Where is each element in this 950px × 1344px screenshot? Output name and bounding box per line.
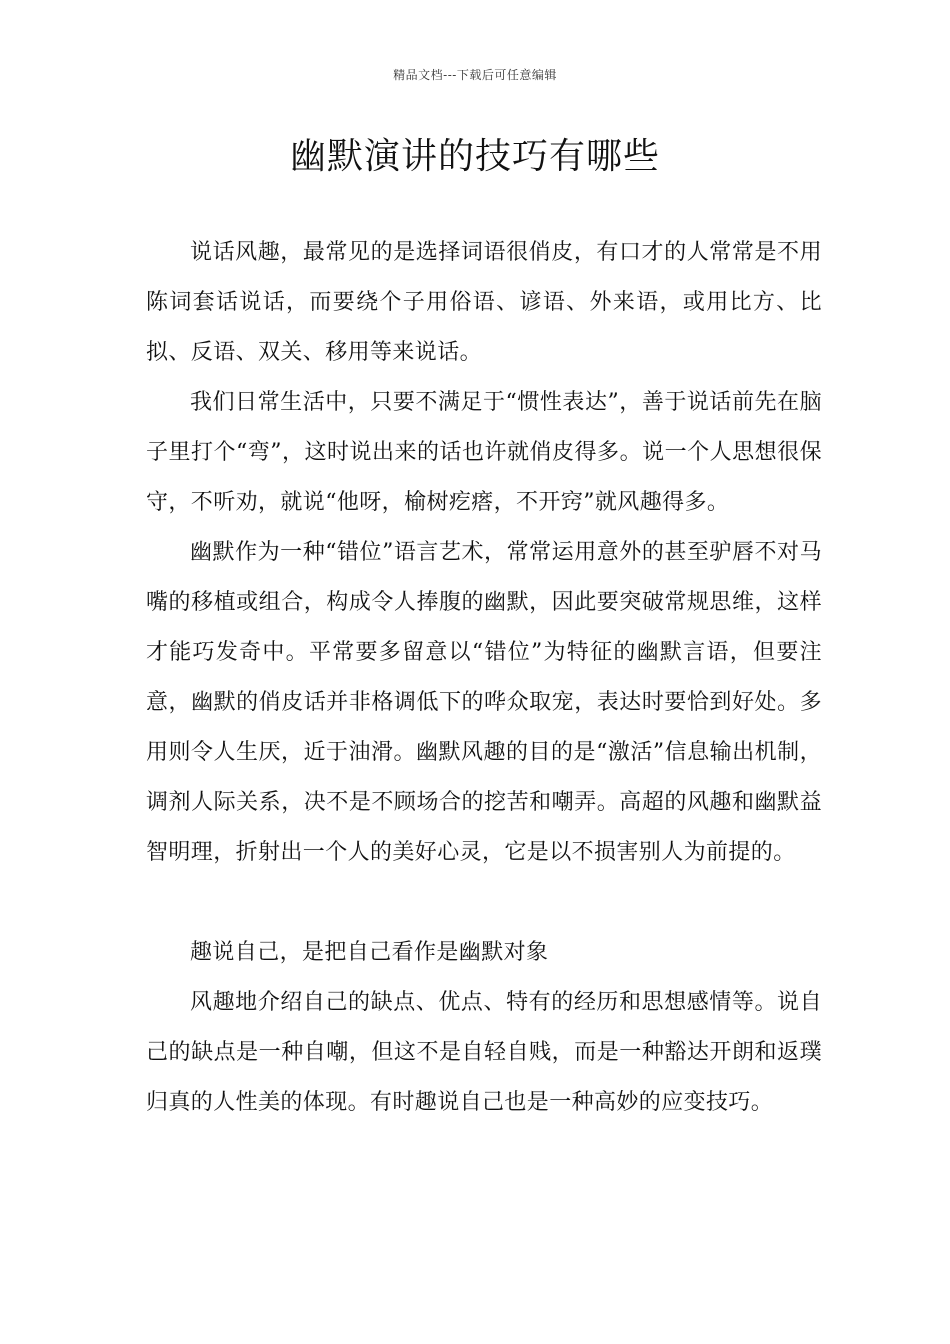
paragraph: 风趣地介绍自己的缺点、优点、特有的经历和思想感情等。说自己的缺点是一种自嘲，但这不是自轻自贱，而是一种豁达开朗和返璞归真的人性美的体现。有时趣说自己也是一种高妙的应变技巧。	[146, 990, 822, 1115]
document-title: 幽默演讲的技巧有哪些	[289, 136, 660, 177]
paragraph: 说话风趣，最常见的是选择词语很俏皮，有口才的人常常是不用陈词套话说话，而要绕个子用俗语、谚语、外来语，或用比方、比拟、反语、双关、移用等来说话。	[146, 240, 822, 365]
header-note: 精品文档---下载后可任意编辑	[393, 68, 557, 82]
paragraph: 幽默作为一种“错位”语言艺术，常常运用意外的甚至驴唇不对马嘴的移植或组合，构成令人捧腹的幽默，因此要突破常规思维，这样才能巧发奇中。平常要多留意以“错位”为特征的幽默言语，但要注意，幽默的俏皮话并非格调低下的哗众取宠，表达时要恰到好处。多用则令人生厌，近于油滑。幽默风趣的目的是“激活”信息输出机制，调剂人际关系，决不是不顾场合的挖苦和嘲弄。高超的风趣和幽默益智明理，折射出一个人的美好心灵，它是以不损害别人为前提的。	[146, 540, 822, 865]
paragraph: 我们日常生活中，只要不满足于“惯性表达”，善于说话前先在脑子里打个“弯”，这时说出来的话也许就俏皮得多。说一个人思想很保守，不听劝，就说“他呀，榆树疙瘩，不开窍”就风趣得多。	[146, 390, 822, 515]
section-heading: 趣说自己，是把自己看作是幽默对象	[190, 940, 549, 965]
document-body	[146, 228, 822, 1128]
